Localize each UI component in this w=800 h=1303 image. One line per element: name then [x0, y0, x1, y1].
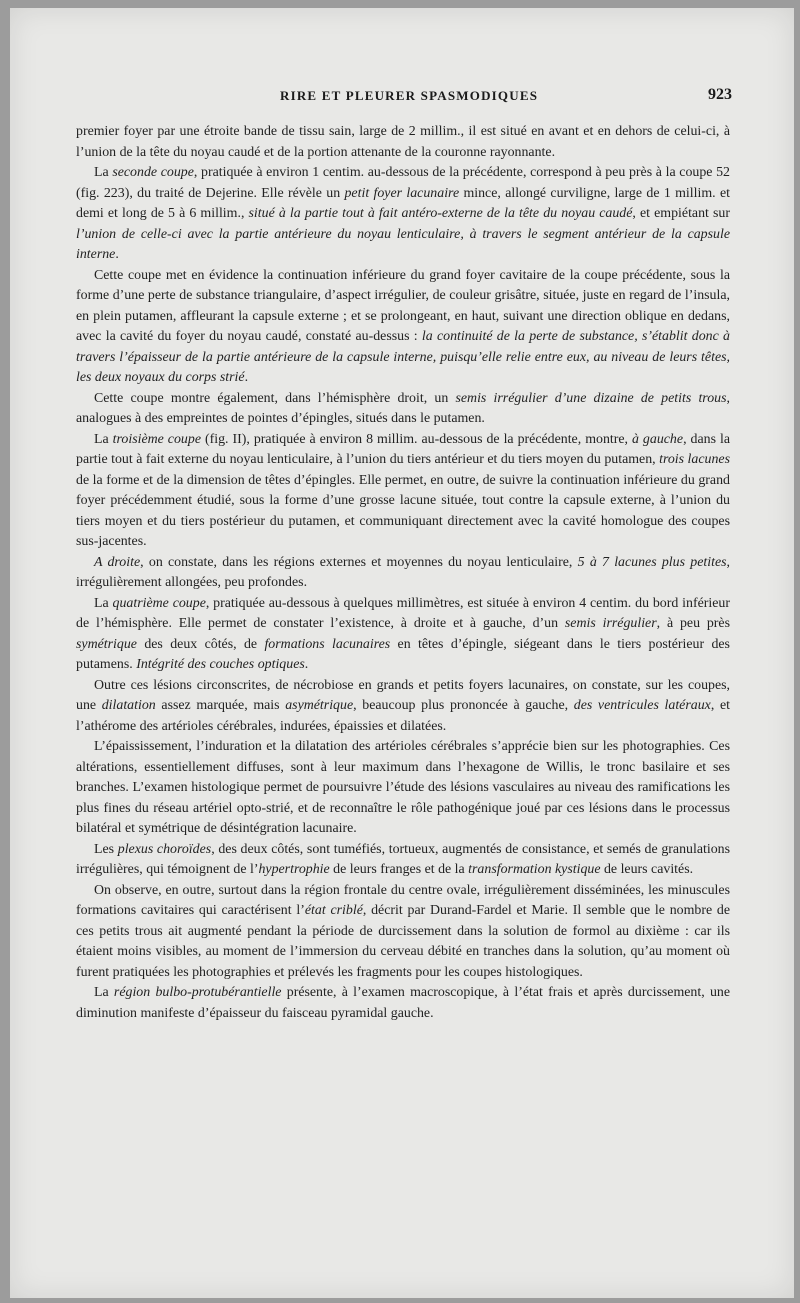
italic-text: plexus choroïdes	[117, 841, 212, 857]
text-run: Outre ces lésions circonscrites, de nécrobiose en grands et petits foyers lacunaires, on constate, sur les coupes, une	[76, 677, 730, 713]
page-header	[10, 86, 794, 108]
text-run: premier foyer par une étroite bande de tissu sain, large de 2 millim., il est situé en avant et en dehors de celui-ci, à l’union de la tête du noyau caudé et de la portion attenante de la couronne rayonnante.	[76, 124, 730, 160]
text-run: , dans la partie tout à fait externe du noyau lenticulaire, à l’union du tiers antérieur et du tiers moyen du putamen,	[76, 431, 731, 467]
text-run: La	[94, 985, 114, 1000]
text-run: , pratiquée à environ 1 centim. au-dessous de la précédente, correspond à peu près à la coupe 52 (fig. 223), du traité de Dejerine. Elle révèle un	[76, 165, 730, 201]
italic-text: semis irrégulier d’une dizaine de petits trous	[455, 390, 727, 406]
text-run: La	[94, 165, 113, 180]
italic-text: semis irrégulier	[564, 616, 657, 631]
text-run: mince, allongé curviligne, large de 1 millim. et demi et long de 5 à 6 millim.,	[76, 185, 730, 221]
text-run: de leurs cavités.	[600, 862, 694, 877]
italic-text: hypertrophie	[258, 862, 330, 877]
italic-text: situé à la partie tout à fait antéro-externe de la tête du noyau caudé	[248, 206, 633, 221]
body-text	[76, 122, 730, 1024]
text-run: , et empiétant sur	[632, 206, 730, 221]
italic-text: quatrième coupe	[112, 595, 206, 611]
text-run: , beaucoup plus prononcée à gauche,	[353, 698, 574, 713]
running-title: RIRE ET PLEURER SPASMODIQUES	[280, 88, 539, 103]
paragraph	[76, 430, 730, 553]
paragraph	[76, 983, 730, 1024]
italic-text: petit foyer lacunaire	[344, 185, 460, 201]
text-run: La	[94, 431, 113, 447]
paragraph	[76, 594, 730, 676]
text-run: des deux côtés, de	[136, 636, 265, 652]
paragraph	[76, 266, 730, 389]
italic-text: état criblé	[304, 903, 363, 918]
italic-text: symétrique	[76, 636, 137, 652]
text-run: .	[115, 247, 119, 262]
text-run: de la forme et de la dimension de têtes d’épingles. Elle permet, en outre, de suivre la continuation inférieure du grand foyer précédemment étudié, sous la forme d’une grosse lacune située, tout contre la capsule externe, à l’union du tiers moyen et du tiers postérieur du putamen, et communiquant directement avec la cavité homologue des coupes sus-jacentes.	[76, 472, 730, 549]
text-run: assez marquée, mais	[155, 698, 286, 713]
text-run: Cette coupe met en évidence la continuation inférieure du grand foyer cavitaire de la coupe précédente, sous la forme d’une perte de substance triangulaire, d’aspect irrégulier, de couleur grisâtre, située, juste en regard de l’insula, en plein putamen, affleurant la capsule externe ; et se prolongeant, en haut, suivant une direction oblique en dedans, avec la cavité du foyer du noyau caudé, constaté au-dessus :	[76, 267, 730, 344]
text-run: , des deux côtés, sont tuméfiés, tortueux, augmentés de consistance, et semés de granulations irrégulières, qui témoignent de l’	[76, 841, 730, 877]
italic-text: l’union de celle-ci avec la partie antérieure du noyau lenticulaire, à travers le segment antérieur de la capsule interne	[76, 226, 730, 262]
italic-text: troisième coupe	[112, 431, 201, 447]
paragraph	[76, 163, 730, 266]
italic-text: seconde coupe	[112, 165, 194, 180]
text-run: de leurs franges et de la	[329, 862, 469, 877]
paragraph	[76, 553, 730, 594]
text-run: , et l’athérome des artérioles cérébrales, indurées, épaissies et dilatées.	[76, 698, 730, 734]
text-run: présente, à l’examen macroscopique, à l’état frais et après durcissement, une diminution manifeste d’épaisseur du faisceau pyramidal gauche.	[76, 985, 731, 1021]
text-run: Les	[94, 841, 118, 857]
text-run: en têtes d’épingle, siégeant dans le tiers postérieur des putamens.	[76, 636, 730, 672]
italic-text: asymétrique	[285, 698, 354, 713]
italic-text: à gauche	[632, 431, 684, 447]
paragraph	[76, 122, 730, 163]
text-run: L’épaississement, l’induration et la dilatation des artérioles cérébrales s’apprécie bien sur les photographies. Ces altérations, essentiellement diffuses, sont à leur maximum dans l’hexagone de Willis, le tronc basilaire et ses branches. L’examen histologique permet de poursuivre l’étude des lésions vasculaires au niveau des ramifications les plus fines du réseau artériel opto-strié, et de reconnaître le rôle pathogénique joué par ces lésions dans le processus bilatéral et symétrique de désintégration lacunaire.	[76, 739, 730, 836]
text-run: Cette coupe montre également, dans l’hémisphère droit, un	[94, 390, 456, 406]
text-run: , à peu près	[656, 616, 731, 631]
paragraph	[76, 737, 730, 840]
text-run: (fig. II), pratiquée à environ 8 millim. au-dessous de la précédente, montre,	[200, 431, 632, 447]
text-run: , irrégulièrement allongées, peu profondes.	[76, 554, 731, 590]
text-run: , analogues à des empreintes de pointes d’épingles, situés dans le putamen.	[76, 390, 730, 426]
paragraph	[76, 840, 730, 881]
italic-text: formations lacunaires	[264, 636, 391, 652]
italic-text: dilatation	[101, 698, 156, 713]
italic-text: Intégrité des couches optiques	[136, 657, 305, 672]
text-run: , pratiquée au-dessous à quelques millimètres, est située à environ 4 centim. du bord inférieur de l’hémisphère. Elle permet de constater l’existence, à droite et à gauche, d’un	[76, 595, 730, 631]
italic-text: transformation kystique	[468, 862, 601, 877]
italic-text: la continuité de la perte de substance, s’établit donc à travers l’épaisseur de la partie antérieure de la capsule interne, puisqu’elle relie entre eux, au niveau de leurs têtes, les deux noyaux du corps strié	[76, 329, 730, 385]
book-page	[10, 8, 794, 1298]
paragraph	[76, 676, 730, 738]
italic-text: A droite	[94, 554, 141, 570]
page-number: 923	[708, 86, 732, 103]
italic-text: des ventricules latéraux	[573, 698, 711, 713]
text-run: .	[304, 657, 309, 672]
text-run: , on constate, dans les régions externes et moyennes du noyau lenticulaire,	[140, 554, 578, 570]
italic-text: trois lacunes	[659, 452, 730, 467]
paragraph	[76, 389, 730, 430]
italic-text: 5 à 7 lacunes plus petites	[577, 554, 727, 570]
text-run: .	[244, 370, 249, 385]
italic-text: région bulbo-protubérantielle	[113, 985, 282, 1000]
text-run: La	[94, 595, 113, 611]
paragraph	[76, 881, 730, 984]
text-run: On observe, en outre, surtout dans la région frontale du centre ovale, irrégulièrement disséminées, les minuscules formations cavitaires qui caractérisent l’	[76, 882, 730, 918]
text-run: , décrit par Durand-Fardel et Marie. Il semble que le nombre de ces petits trous ait augmenté pendant la période de durcissement dans la solution de formol au dixième : car ils étaient moins visibles, au moment de l’immersion du cerveau débité en tranches dans la solution, qu’au moment où furent pratiquées les photographies et prélevés les fragments pour les coupes histologiques.	[76, 903, 731, 980]
